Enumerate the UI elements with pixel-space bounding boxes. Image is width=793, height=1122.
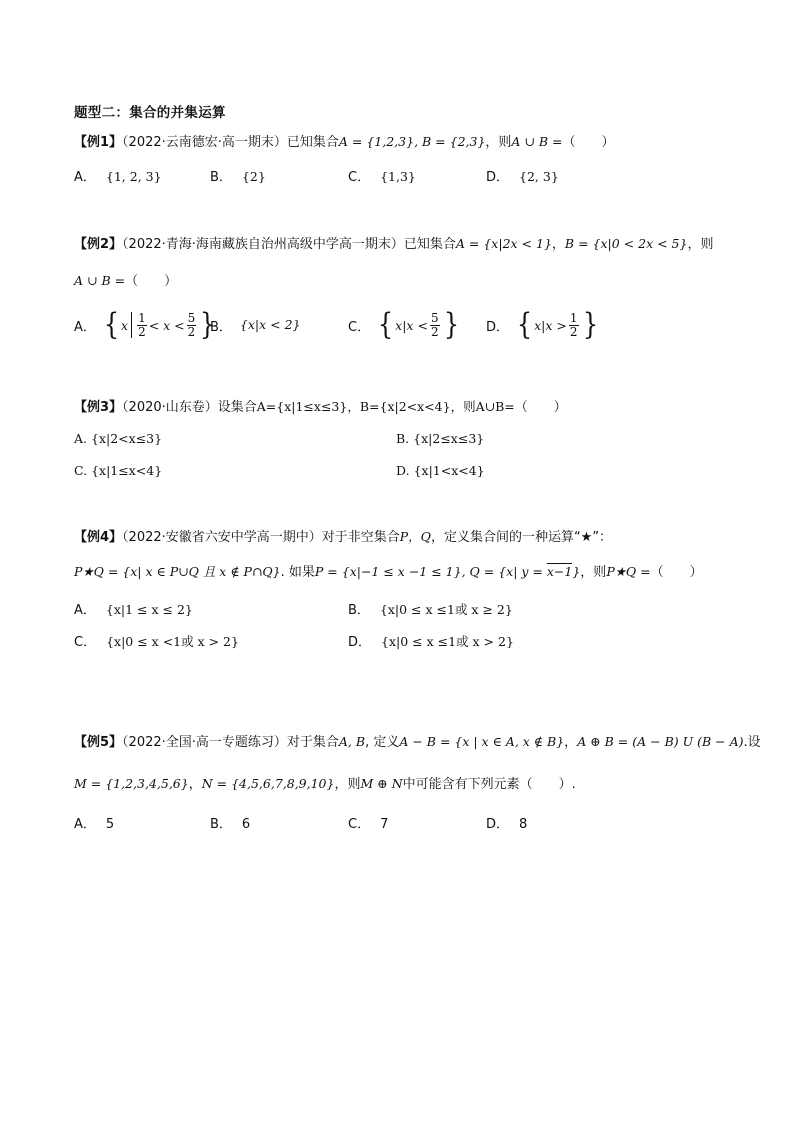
example-4-option-d[interactable] [348, 631, 514, 650]
example-3-source: （2020·山东卷）设集合 [122, 400, 257, 415]
example-4-text: ，定义集合间的一种运算“★”： [430, 530, 613, 545]
option-value: {x|0 ≤ x ≤1或 x ≥ 2} [379, 602, 513, 617]
example-4-def: P★Q = {x| x ∈ P∪Q 且 x ∉ P∩Q} [74, 564, 281, 579]
example-3-option-b[interactable] [396, 431, 484, 447]
example-4-option-a[interactable] [74, 599, 193, 618]
example-4-paren: （ ） [650, 565, 703, 580]
example-3-option-a[interactable] [74, 431, 162, 447]
option-value: 6 [241, 817, 251, 832]
right-brace-icon: } [443, 307, 459, 342]
example-4-option-b[interactable] [348, 599, 513, 618]
option-value: {x|1≤x<4} [91, 463, 163, 478]
example-4-set-p: P = {x|−1 ≤ x −1 ≤ 1}, Q = {x| y = [314, 564, 547, 579]
option-label: C. [74, 463, 88, 478]
numerator: 1 [569, 310, 578, 325]
option-label: D． [348, 635, 372, 650]
example-1-source: （2022·云南德宏·高一期末）已知集合 [122, 135, 339, 150]
option-var: x [121, 317, 129, 333]
denominator: 2 [430, 324, 439, 339]
example-5-question-cont [74, 774, 576, 795]
example-1-paren: （ ） [562, 135, 615, 150]
option-label: D． [486, 170, 510, 185]
example-4-definition [74, 562, 703, 583]
example-1-union: A ∪ B = [511, 134, 563, 149]
option-label: B． [210, 817, 232, 832]
right-brace-icon: } [582, 307, 598, 342]
example-3-body: A={x|1≤x≤3}，B={x|2<x<4}，则A∪B= [256, 399, 515, 414]
example-4-vars: P，Q [399, 529, 431, 544]
example-5-oplus: A ⊕ B = (A − B) U (B − A) [577, 734, 744, 749]
option-value: {x|0 ≤ x <1或 x > 2} [106, 634, 239, 649]
example-5-mn: M ⊕ N [360, 776, 403, 791]
option-value: {x|1<x<4} [413, 463, 485, 478]
example-5-option-c[interactable] [348, 813, 388, 832]
example-5-def: A − B = {x | x ∈ A, x ∉ B} [399, 734, 565, 749]
example-2-option-b[interactable] [210, 310, 301, 340]
option-value: {1,3} [380, 169, 416, 184]
example-4-close: } [572, 564, 581, 579]
example-4-if: . 如果 [280, 565, 315, 580]
example-5-set-n: N = {4,5,6,7,8,9,10} [201, 776, 335, 791]
divider-bar [131, 312, 132, 338]
example-2-question-cont [74, 271, 177, 292]
option-value: {x|x < 2} [239, 317, 301, 332]
example-4-question [74, 527, 612, 548]
option-value: {x|1 ≤ x ≤ 2} [105, 602, 193, 617]
option-label: A． [74, 603, 96, 618]
example-5-option-b[interactable] [210, 813, 250, 832]
option-value: {2} [241, 169, 266, 184]
example-3-question [74, 397, 567, 418]
section-heading: 题型二：集合的并集运算 [74, 105, 226, 121]
example-3-option-c[interactable] [74, 463, 162, 479]
example-2-union: A ∪ B = [74, 273, 126, 288]
option-var: x|x < [395, 317, 428, 333]
option-value: 8 [519, 817, 528, 832]
option-label: A． [74, 817, 96, 832]
denominator: 2 [569, 324, 578, 339]
example-1-option-d[interactable] [486, 166, 559, 185]
fraction [137, 312, 147, 339]
example-2-set-a: A = {x|2x < 1} [455, 236, 552, 251]
option-mid: < x < [148, 317, 185, 333]
example-2-source: （2022·青海·海南藏族自治州高级中学高一期末）已知集合 [122, 237, 456, 252]
option-label: D． [486, 817, 510, 832]
example-2-option-a[interactable] [74, 307, 217, 342]
left-brace-icon: { [103, 307, 120, 342]
example-2-option-d[interactable] [486, 307, 600, 342]
example-1-sets: A = {1,2,3}, B = {2,3} [338, 134, 486, 149]
example-5-def-text: , 定义 [365, 735, 400, 750]
example-5-comma: ， [564, 735, 578, 750]
example-2-tag: 【例2】 [74, 237, 123, 252]
option-label: B． [210, 170, 232, 185]
example-5-set-m: M = {1,2,3,4,5,6} [74, 776, 189, 791]
example-5-option-d[interactable] [486, 813, 527, 832]
option-label: B. [396, 431, 410, 446]
option-value: {x|2<x≤3} [91, 431, 163, 446]
example-1-tag: 【例1】 [74, 135, 123, 150]
left-brace-icon: { [516, 307, 533, 342]
option-label: D． [486, 319, 510, 335]
option-label: C． [74, 635, 97, 650]
fraction [430, 312, 440, 339]
example-2-option-c[interactable] [348, 307, 461, 342]
option-label: C． [348, 170, 371, 185]
example-1-option-a[interactable] [74, 166, 162, 185]
option-value: {x|2≤x≤3} [413, 431, 485, 446]
option-label: D. [396, 463, 410, 478]
example-2-set-b: B = {x|0 < 2x < 5} [564, 236, 688, 251]
example-5-comma2: ， [188, 777, 202, 792]
example-5-set-word: .设 [743, 735, 761, 750]
option-value: 5 [105, 817, 115, 832]
example-4-then: ，则 [580, 565, 607, 580]
example-2-paren: （ ） [125, 274, 178, 289]
example-4-option-c[interactable] [74, 631, 239, 650]
example-2-comma: ， [551, 237, 565, 252]
option-value: {x|0 ≤ x ≤1或 x > 2} [381, 634, 514, 649]
example-2-then: ，则 [687, 237, 714, 252]
option-label: A． [74, 319, 96, 335]
example-1-option-c[interactable] [348, 166, 416, 185]
option-label: A． [74, 170, 96, 185]
example-2-question [74, 234, 713, 255]
option-label: B． [210, 319, 232, 335]
example-4-ask: P★Q = [606, 564, 651, 579]
example-5-option-a[interactable] [74, 813, 114, 832]
example-3-tag: 【例3】 [74, 400, 123, 415]
option-label: C． [348, 817, 371, 832]
option-label: B． [348, 603, 370, 618]
option-label: A. [74, 431, 88, 446]
right-brace-icon: } [200, 307, 216, 342]
sqrt-radicand: x−1 [546, 564, 573, 579]
option-var: x|x > [534, 317, 567, 333]
example-5-source: （2022·全国·高一专题练习）对于集合 [122, 735, 339, 750]
denominator: 2 [138, 324, 146, 339]
fraction [187, 312, 197, 339]
numerator: 1 [138, 310, 146, 325]
numerator: 5 [430, 310, 439, 325]
option-value: {2, 3} [519, 169, 559, 184]
example-1-question [74, 132, 615, 153]
option-label: C． [348, 319, 371, 335]
example-5-ask: 中可能含有下列元素（ ）. [402, 777, 576, 792]
left-brace-icon: { [377, 307, 394, 342]
example-5-ab: A, B [338, 734, 366, 749]
example-5-tag: 【例5】 [74, 735, 123, 750]
numerator: 5 [187, 310, 196, 325]
example-5-then: ，则 [334, 777, 361, 792]
example-4-source: （2022·安徽省六安中学高一期中）对于非空集合 [122, 530, 400, 545]
option-value: 7 [380, 817, 389, 832]
example-1-then: ，则 [485, 135, 512, 150]
option-value: {1, 2, 3} [105, 169, 162, 184]
denominator: 2 [187, 324, 196, 339]
example-5-question [74, 732, 761, 753]
example-3-option-d[interactable] [396, 463, 485, 479]
example-4-tag: 【例4】 [74, 530, 123, 545]
example-1-option-b[interactable] [210, 166, 266, 185]
example-3-paren: （ ） [514, 400, 567, 415]
fraction [569, 312, 579, 339]
